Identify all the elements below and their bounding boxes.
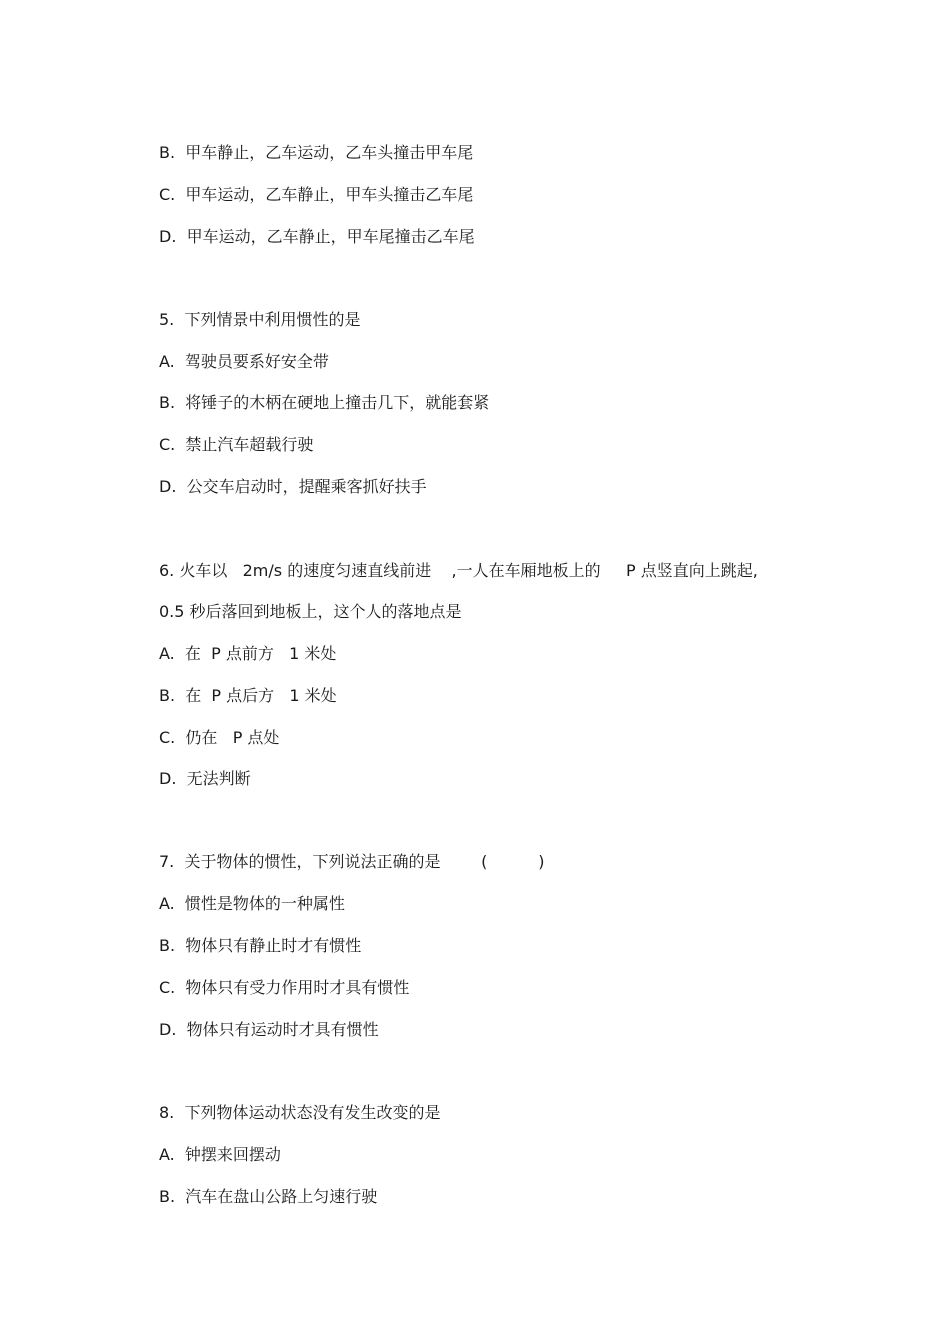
q7-option-a: A. 惯性是物体的一种属性 xyxy=(159,894,345,913)
q5-option-a: A. 驾驶员要系好安全带 xyxy=(159,352,329,371)
q7-option-d: D. 物体只有运动时才具有惯性 xyxy=(159,1020,379,1039)
q6-option-c: C. 仍在 P 点处 xyxy=(159,728,280,747)
q7-stem: 7. 关于物体的惯性，下列说法正确的是 ( ) xyxy=(159,852,545,871)
q7-option-c: C. 物体只有受力作用时才具有惯性 xyxy=(159,978,410,997)
q5-option-d: D. 公交车启动时，提醒乘客抓好扶手 xyxy=(159,477,427,496)
q7-option-b: B. 物体只有静止时才有惯性 xyxy=(159,936,362,955)
q8-option-b: B. 汽车在盘山公路上匀速行驶 xyxy=(159,1187,378,1206)
q6-stem-line2: 0.5 秒后落回到地板上，这个人的落地点是 xyxy=(159,602,462,621)
q5-stem: 5. 下列情景中利用惯性的是 xyxy=(159,310,361,329)
q4-option-b: B. 甲车静止，乙车运动，乙车头撞击甲车尾 xyxy=(159,143,474,162)
q5-option-b: B. 将锤子的木柄在硬地上撞击几下，就能套紧 xyxy=(159,393,490,412)
q8-option-a: A. 钟摆来回摆动 xyxy=(159,1145,281,1164)
q6-option-d: D. 无法判断 xyxy=(159,769,251,788)
q4-option-d: D. 甲车运动，乙车静止，甲车尾撞击乙车尾 xyxy=(159,227,475,246)
q5-option-c: C. 禁止汽车超载行驶 xyxy=(159,435,314,454)
q6-option-b: B. 在 P 点后方 1 米处 xyxy=(159,686,337,705)
q4-option-c: C. 甲车运动，乙车静止，甲车头撞击乙车尾 xyxy=(159,185,474,204)
q6-option-a: A. 在 P 点前方 1 米处 xyxy=(159,644,337,663)
q6-stem-line1: 6. 火车以 2m/s 的速度匀速直线前进 ,一人在车厢地板上的 P 点竖直向上跳起, xyxy=(159,561,758,580)
q8-stem: 8. 下列物体运动状态没有发生改变的是 xyxy=(159,1103,441,1122)
